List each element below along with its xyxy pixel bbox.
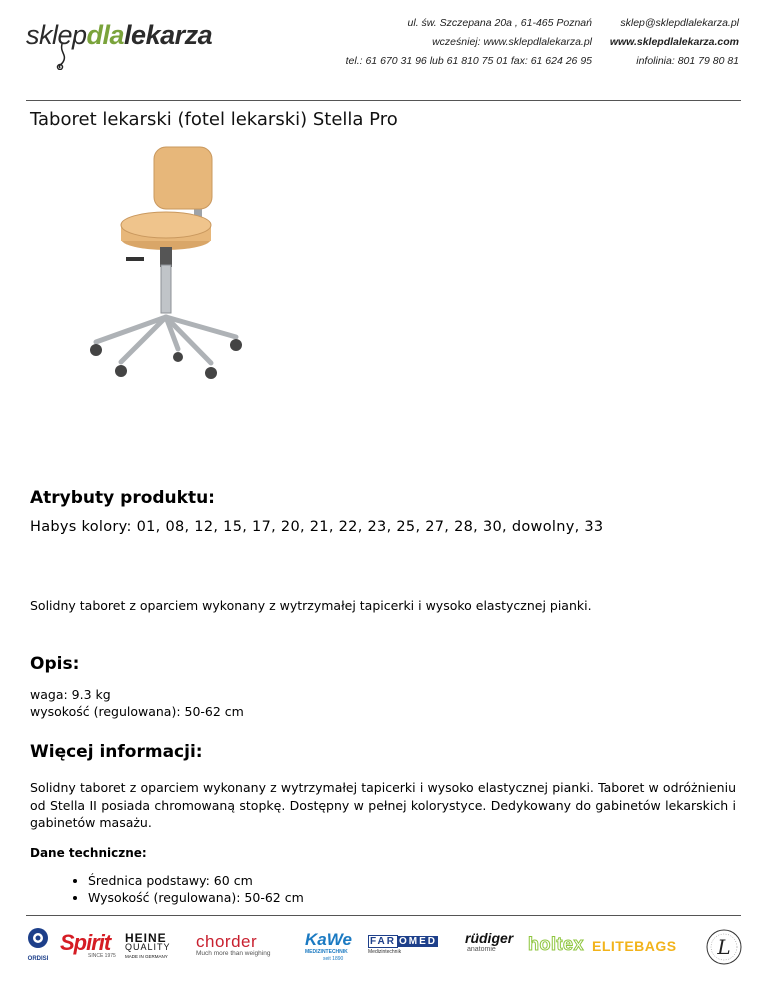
contact-address-block (346, 14, 592, 71)
chorder-logo: chorder Much more than weighing (196, 932, 271, 957)
spirit-logo: Spirit SINCE 1975 (60, 930, 116, 959)
more-info-heading: Więcej informacji: (30, 742, 203, 762)
elitebags-logo: ELITEBAGS (592, 938, 677, 954)
hotline-text: infolinia: 801 79 80 81 (636, 55, 739, 67)
short-description: Solidny taboret z oparciem wykonany z wytrzymałej tapicerki i wysoko elastycznej pianki. (30, 598, 592, 613)
website-link[interactable]: www.sklepdlalekarza.com (609, 36, 739, 48)
holtex-logo: holtex (528, 934, 585, 954)
tech-data-heading: Dane techniczne: (30, 846, 147, 860)
more-info-text: Solidny taboret z oparciem wykonany z wytrzymałej tapicerki i wysoko elastycznej pianki. Taboret w odróżnieniu od Stella II posiada chromowaną stopkę. Dostępny w pełnej kolorystyce. Dedykowany do gabinetów lekarskich i gabinetów masażu. (30, 780, 736, 830)
littmann-seal-icon (705, 928, 743, 966)
brand-logos-bar (0, 920, 768, 994)
description-weight: waga: 9.3 kg (30, 687, 111, 702)
attributes-heading: Atrybuty produktu: (30, 488, 215, 508)
old-website-text: wcześniej: www.sklepdlalekarza.pl (432, 36, 592, 48)
faromed-logo: FAR OMED Medizintechnik (368, 936, 437, 955)
ordisi-emblem-icon (26, 926, 50, 954)
footer-divider (26, 915, 741, 916)
product-title: Taboret lekarski (fotel lekarski) Stella Pro (30, 109, 398, 130)
description-heading: Opis: (30, 654, 80, 674)
kawe-logo: KaWe MEDIZINTECHNIK seit 1890 (305, 930, 352, 962)
ordisi-logo: ORDISI (24, 926, 52, 962)
header-divider (26, 100, 741, 101)
heine-logo: HEINE QUALITY MADE IN GERMANY (125, 931, 171, 959)
product-image (66, 137, 262, 405)
svg-text:L: L (717, 935, 731, 959)
spec-base-diameter: • Średnica podstawy: 60 cm (88, 872, 304, 889)
email-link[interactable]: sklep@sklepdlalekarza.pl (620, 17, 739, 29)
page-header (0, 0, 768, 90)
littmann-logo (705, 928, 743, 971)
description-height: wysokość (regulowana): 50-62 cm (30, 704, 244, 719)
phone-text: tel.: 61 670 31 96 lub 61 810 75 01 fax: 61 624 26 95 (345, 55, 592, 67)
contact-online-block (610, 14, 739, 71)
spec-height: • Wysokość (regulowana): 50-62 cm (88, 889, 304, 906)
stethoscope-icon (56, 44, 76, 70)
tech-spec-list (30, 872, 304, 906)
colors-text: Habys kolory: 01, 08, 12, 15, 17, 20, 21, 22, 23, 25, 27, 28, 30, dowolny, 33 (30, 519, 604, 535)
address-text: ul. św. Szczepana 20a , 61-465 Poznań (407, 17, 592, 29)
store-logo[interactable]: sklepdlalekarza (26, 20, 213, 50)
rudiger-logo: rüdiger anatomie (465, 930, 514, 953)
